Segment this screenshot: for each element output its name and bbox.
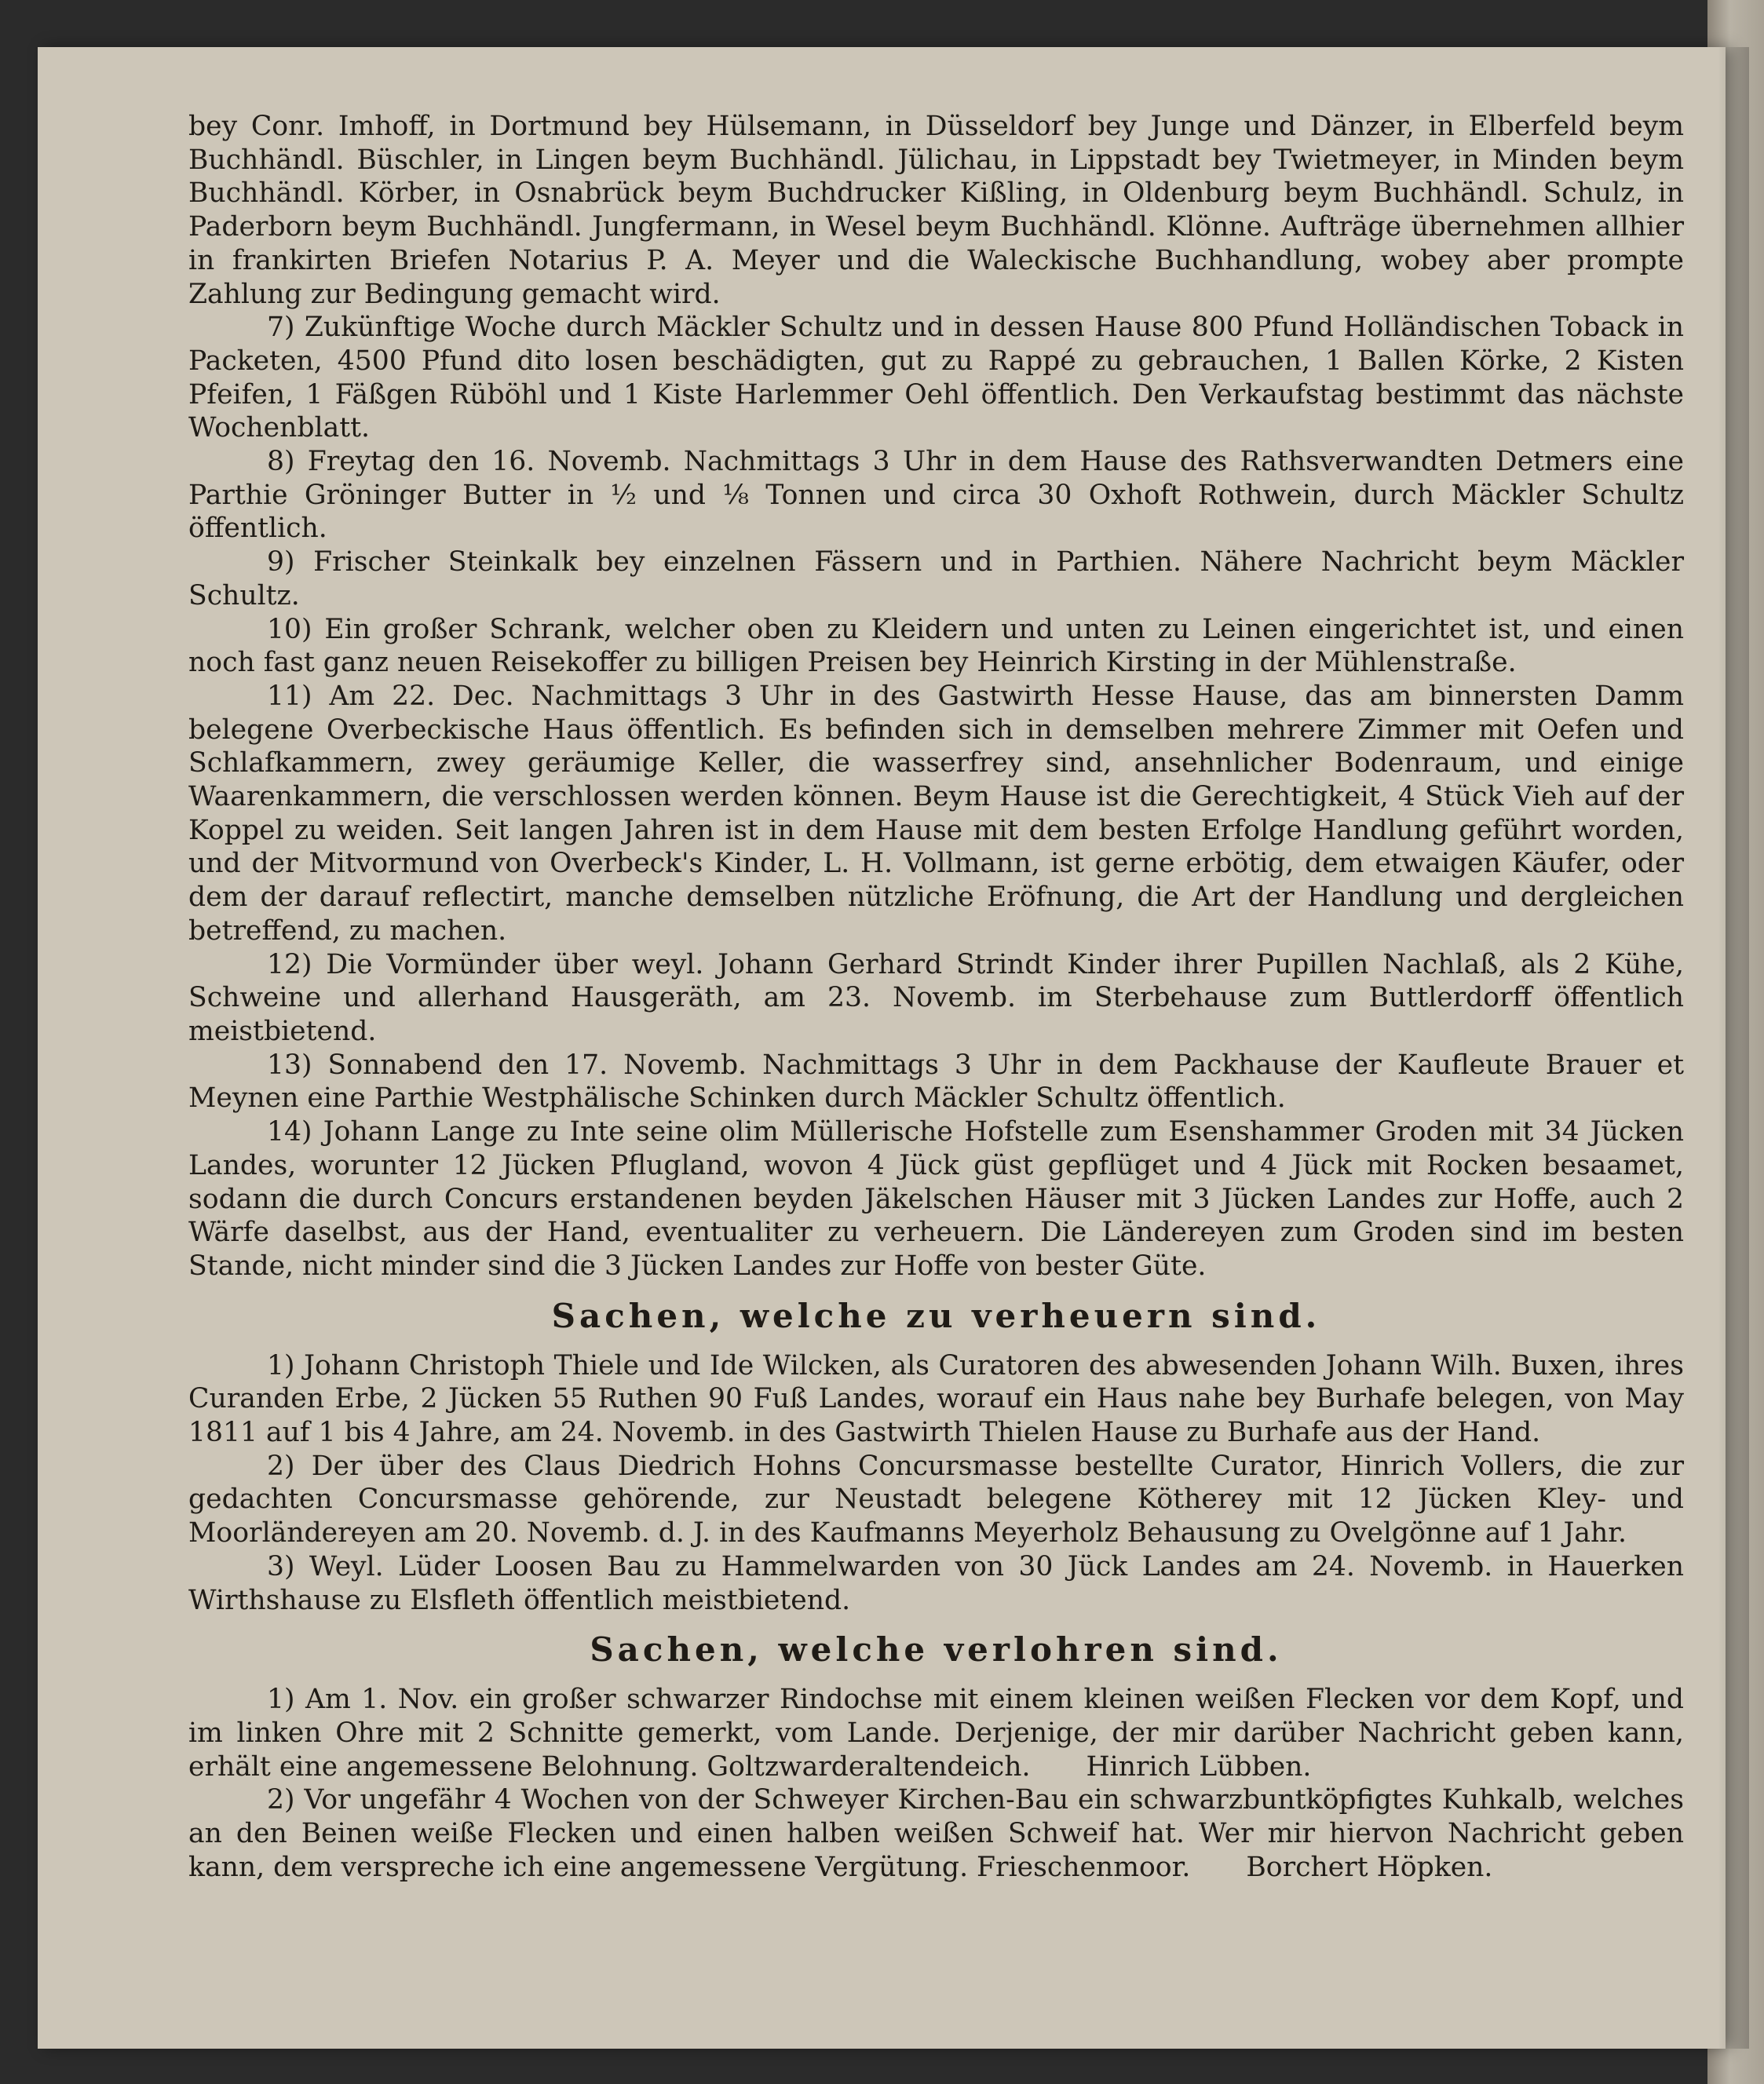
sale-item-7: 7) Zukünftige Woche durch Mäckler Schultz und in dessen Hause 800 Pfund Holländischen Toback in Packeten, 4500 Pfund dito losen beschädigten, gut zu Rappé zu gebrauchen, 1 Ballen Körke, 2 Kisten Pfeifen, 1 Fäßgen Rüböhl und 1 Kiste Harlemmer Oehl öffentlich. Den Verkaufstag bestimmt das nächste Wochenblatt. [188,312,1684,444]
lost-item-2-signature: Borchert Höpken. [1246,1851,1493,1883]
rent-item-1: 1) Johann Christoph Thiele und Ide Wilcken, als Curatoren des abwesenden Johann Wilh. Buxen, ihres Curanden Erbe, 2 Jücken 55 Ruthen 90 Fuß Landes, worauf ein Haus nahe bey Burhafe belegen, von May 1811 auf 1 bis 4 Jahre, am 24. Novemb. in des Gastwirth Thielen Hause zu Burhafe aus der Hand. [188,1349,1684,1449]
sale-item-9: 9) Frischer Steinkalk bey einzelnen Fässern und in Parthien. Nähere Nachricht beym Mäckler Schultz. [188,546,1684,611]
page-text [188,110,1684,1884]
lost-item-1-signature: Hinrich Lübben. [1086,1750,1312,1783]
sale-item-12: 12) Die Vormünder über weyl. Johann Gerhard Strindt Kinder ihrer Pupillen Nachlaß, als 2 Kühe, Schweine und allerhand Hausgeräth, am 23. Novemb. im Sterbehause zum Buttlerdorff öffentlich meistbietend. [188,948,1684,1047]
lost-section-heading: Sachen, welche verlohren sind. [590,1630,1283,1670]
continuation-paragraph: bey Conr. Imhoff, in Dortmund bey Hülsemann, in Düsseldorf bey Junge und Dänzer, in Elberfeld beym Buchhändl. Büschler, in Lingen beym Buchhändl. Jülichau, in Lippstadt bey Twietmeyer, in Minden beym Buchhändl. Körber, in Osnabrück beym Buchdrucker Kißling, in Oldenburg beym Buchhändl. Schulz, in Paderborn beym Buchhändl. Jungfermann, in Wesel beym Buchhändl. Klönne. Aufträge übernehmen allhier in frankirten Briefen Notarius P. A. Meyer und die Waleckische Buchhandlung, wobey aber prompte Zahlung zur Bedingung gemacht wird. [188,111,1684,310]
sale-item-10: 10) Ein großer Schrank, welcher oben zu Kleidern und unten zu Leinen eingerichtet ist, und einen noch fast ganz neuen Reisekoffer zu billigen Preisen bey Heinrich Kirsting in der Mühlenstraße. [188,613,1684,679]
sale-item-8: 8) Freytag den 16. Novemb. Nachmittags 3 Uhr in dem Hause des Rathsverwandten Detmers eine Parthie Gröninger Butter in ½ und ⅛ Tonnen und circa 30 Oxhoft Rothwein, durch Mäckler Schultz öffentlich. [188,446,1684,545]
lost-item-1-text: 1) Am 1. Nov. ein großer schwarzer Rindochse mit einem kleinen weißen Flecken vor dem Kopf, und im linken Ohre mit 2 Schnitte gemerkt, vom Lande. Derjenige, der mir darüber Nachricht geben kann, erhält eine angemessene Belohnung. Goltzwarderaltendeich. [188,1684,1684,1783]
rent-section-heading: Sachen, welche zu verheuern sind. [551,1296,1321,1335]
rent-item-3: 3) Weyl. Lüder Loosen Bau zu Hammelwarden von 30 Jück Landes am 24. Novemb. in Hauerken Wirthshause zu Elsfleth öffentlich meistbietend. [188,1550,1684,1616]
page-gutter-shadow [1718,47,1749,2049]
lost-item-1 [188,1683,1684,1783]
sale-item-14: 14) Johann Lange zu Inte seine olim Müllerische Hofstelle zum Esenshammer Groden mit 34 Jücken Landes, worunter 12 Jücken Pflugland, wovon 4 Jück güst gepflüget und 4 Jück mit Rocken besaamet, sodann die durch Concurs erstandenen beyden Jäkelschen Häuser mit 3 Jücken Landes zur Hoffe, auch 2 Wärfe daselbst, aus der Hand, eventualiter zu verheuern. Die Ländereyen zum Groden sind im besten Stande, nicht minder sind die 3 Jücken Landes zur Hoffe von bester Güte. [188,1116,1684,1282]
sale-item-13: 13) Sonnabend den 17. Novemb. Nachmittags 3 Uhr in dem Packhause der Kaufleute Brauer et Meynen eine Parthie Westphälische Schinken durch Mäckler Schultz öffentlich. [188,1049,1684,1115]
sale-item-11: 11) Am 22. Dec. Nachmittags 3 Uhr in des Gastwirth Hesse Hause, das am binnersten Damm belegene Overbeckische Haus öffentlich. Es befinden sich in demselben mehrere Zimmer mit Oefen und Schlafkammern, zwey geräumige Keller, die wasserfrey sind, ansehnlicher Bodenraum, und einige Waarenkammern, die verschlossen werden können. Beym Hause ist die Gerechtigkeit, 4 Stück Vieh auf der Koppel zu weiden. Seit langen Jahren ist in dem Hause mit dem besten Erfolge Handlung geführt worden, und der Mitvormund von Overbeck's Kinder, L. H. Vollmann, ist gerne erbötig, dem etwaigen Käufer, oder dem der darauf reflectirt, manche demselben nützliche Eröfnung, die Art der Handlung und dergleichen betreffend, zu machen. [188,680,1684,947]
lost-item-2 [188,1783,1684,1884]
lost-item-2-text: 2) Vor ungefähr 4 Wochen von der Schweyer Kirchen-Bau ein schwarzbuntköpfigtes Kuhkalb, welches an den Beinen weiße Flecken und einen halben weißen Schweif hat. Wer mir hiervon Nachricht geben kann, dem verspreche ich eine angemessene Vergütung. Frieschenmoor. [188,1784,1684,1883]
rent-item-2: 2) Der über des Claus Diedrich Hohns Concursmasse bestellte Curator, Hinrich Vollers, die zur gedachten Concursmasse gehörende, zur Neustadt belegene Kötherey mit 12 Jücken Kley- und Moorländereyen am 20. Novemb. d. J. in des Kaufmanns Meyerholz Behausung zu Ovelgönne auf 1 Jahr. [188,1450,1684,1549]
